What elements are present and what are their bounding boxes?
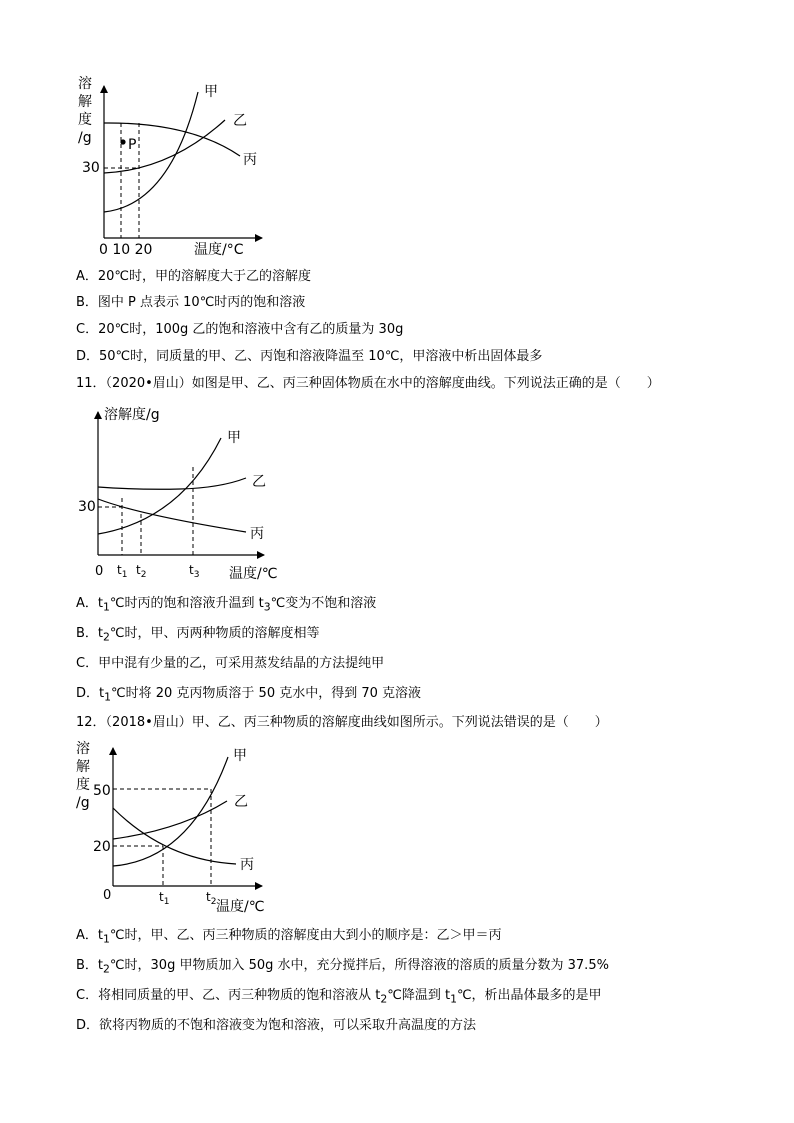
- q12-option-c: C．将相同质量的甲、乙、丙三种物质的饱和溶液从 $t_2℃$降温到 $t_1℃$，析出晶体最多的是甲: [76, 988, 602, 1006]
- q12-option-d: D．欲将丙物质的不饱和溶液变为饱和溶液，可以采取升高温度的方法: [76, 1018, 477, 1033]
- q10-option-a: A．20℃时，甲的溶解度大于乙的溶解度: [76, 269, 312, 284]
- fig1-xticks: 0 10 20: [99, 242, 153, 258]
- q11-stem: 11．（2020•眉山）如图是甲、乙、丙三种固体物质在水中的溶解度曲线。下列说法正确的是（ ）: [76, 376, 660, 391]
- fig1-ylabel-2: 解: [78, 94, 92, 110]
- fig3-ylabel-2: 解: [76, 759, 90, 775]
- fig3-ytick-50: 50: [93, 783, 111, 799]
- q11-option-a: A．$t_1℃$时丙的饱和溶液升温到 $t_3℃$变为不饱和溶液: [76, 596, 377, 614]
- q12-option-b: B．$t_2℃$时，30g 甲物质加入 50g 水中，充分搅拌后，所得溶液的溶质的质量分数为 37.5%: [76, 958, 609, 976]
- fig3-curve-yi: [113, 801, 227, 839]
- q12-stem: 12．（2018•眉山）甲、乙、丙三种物质的溶解度曲线如图所示。下列说法错误的是（ ）: [76, 715, 608, 730]
- figure-1-solubility-chart: [78, 75, 262, 258]
- fig1-ylabel-4: /g: [78, 130, 92, 146]
- figure-2-solubility-chart: [78, 406, 277, 582]
- fig3-tick-t1: $t_1$: [159, 890, 170, 907]
- q11-option-c: C．甲中混有少量的乙，可采用蒸发结晶的方法提纯甲: [76, 656, 385, 671]
- fig2-origin: 0: [95, 564, 104, 579]
- q11-option-d: D．$t_1℃$时将 20 克丙物质溶于 50 克水中，得到 70 克溶液: [76, 686, 422, 704]
- fig1-label-yi: 乙: [233, 113, 247, 129]
- fig2-tick-t1: $t_1$: [117, 563, 128, 580]
- q10-option-b: B．图中 P 点表示 10℃时丙的饱和溶液: [76, 295, 306, 310]
- fig1-label-jia: 甲: [204, 84, 218, 100]
- fig2-ytick-30: 30: [78, 499, 96, 515]
- fig3-origin: 0: [103, 888, 112, 903]
- fig1-ylabel-1: 溶: [78, 76, 92, 92]
- fig3-xlabel: 温度/℃: [216, 899, 265, 915]
- fig2-tick-t2: $t_2$: [136, 563, 147, 580]
- fig3-ylabel-1: 溶: [76, 741, 90, 757]
- fig1-label-bing: 丙: [243, 152, 257, 168]
- q10-option-c: C．20℃时，100g 乙的饱和溶液中含有乙的质量为 30g: [76, 322, 404, 337]
- fig2-label-bing: 丙: [250, 526, 264, 542]
- fig2-curve-yi: [98, 478, 246, 489]
- fig2-label-yi: 乙: [252, 474, 266, 490]
- fig3-ylabel-4: /g: [76, 795, 90, 811]
- fig1-point-p-label: P: [128, 137, 137, 153]
- figure-3-solubility-chart: [76, 740, 264, 915]
- fig2-curve-bing: [98, 499, 246, 532]
- fig3-label-bing: 丙: [240, 857, 254, 873]
- fig2-label-jia: 甲: [227, 430, 241, 446]
- fig2-curve-jia: [98, 438, 221, 534]
- fig2-tick-t3: $t_3$: [189, 563, 200, 580]
- fig3-ylabel-3: 度: [76, 777, 90, 793]
- fig3-tick-t2: $t_2$: [206, 890, 217, 907]
- fig1-curve-jia: [104, 92, 198, 212]
- q10-option-d: D．50℃时，同质量的甲、乙、丙饱和溶液降温至 10℃，甲溶液中析出固体最多: [76, 349, 543, 364]
- q12-option-a: A．$t_1℃$时，甲、乙、丙三种物质的溶解度由大到小的顺序是：乙＞甲＝丙: [76, 928, 502, 946]
- fig2-xlabel: 温度/℃: [229, 566, 278, 582]
- fig3-label-yi: 乙: [234, 794, 248, 810]
- fig1-point-p: [120, 139, 125, 144]
- fig1-curve-bing: [104, 123, 240, 156]
- fig1-xlabel: 温度/°C: [194, 242, 244, 258]
- q11-option-b: B．$t_2℃$时，甲、丙两种物质的溶解度相等: [76, 626, 320, 644]
- fig3-label-jia: 甲: [233, 748, 247, 764]
- fig1-ylabel-3: 度: [78, 112, 92, 128]
- fig3-ytick-20: 20: [93, 839, 111, 855]
- fig2-ylabel: 溶解度/g: [104, 407, 160, 423]
- fig1-ytick-30: 30: [82, 160, 100, 176]
